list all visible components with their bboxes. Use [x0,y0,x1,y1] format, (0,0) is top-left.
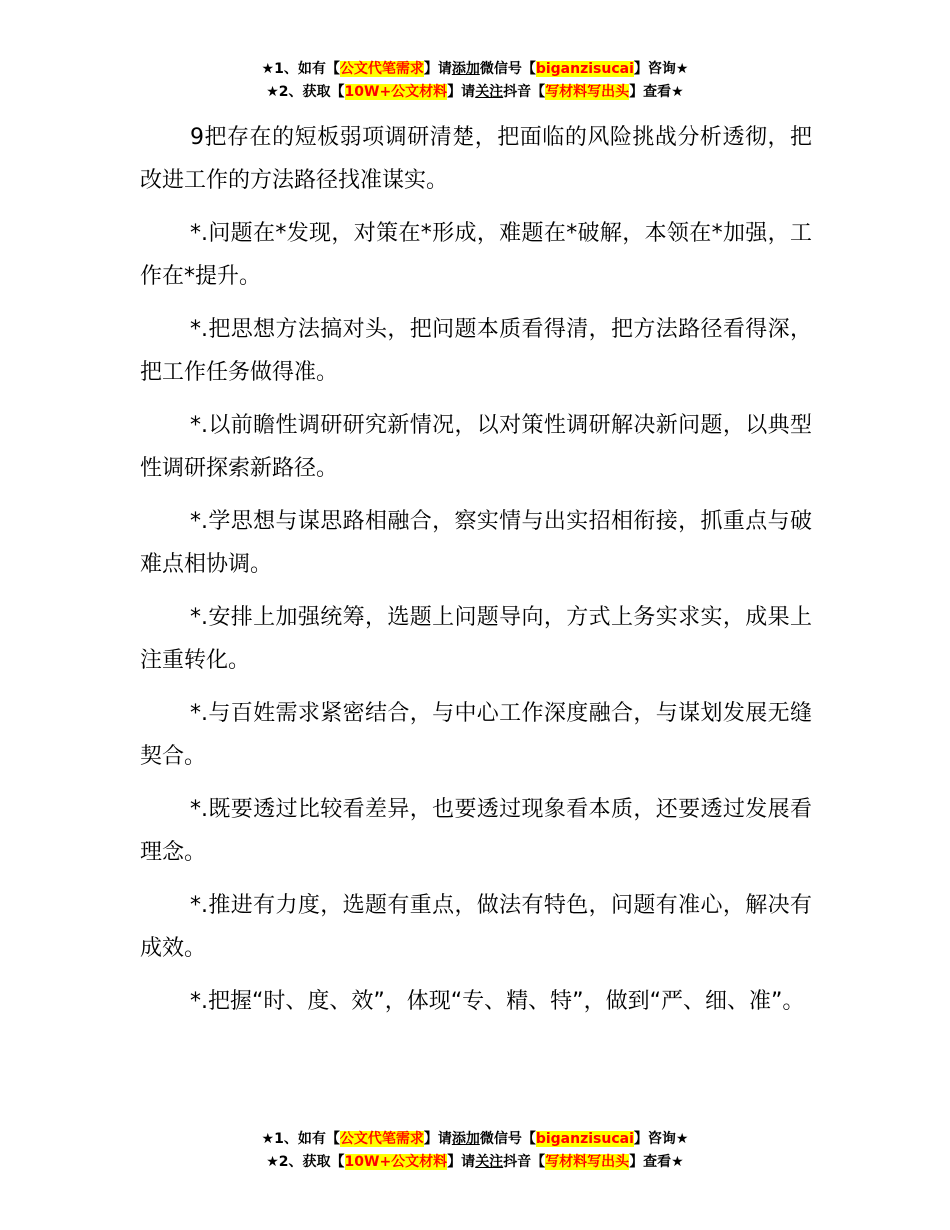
banner-text: 】请 [423,61,452,77]
banner-text: 】请 [447,1154,476,1170]
paragraph: *.以前瞻性调研研究新情况，以对策性调研解决新问题，以典型性调研探索新路径。 [140,413,812,481]
header-banner [0,58,950,104]
banner-text: ★2、获取【 [266,1154,345,1170]
banner-text: ★1、如有【 [261,61,340,77]
banner-highlight: 公文代笔需求 [339,1131,424,1147]
banner-text: 抖音【 [503,84,546,100]
paragraph: *.问题在*发现，对策在*形成，难题在*破解，本领在*加强，工作在*提升。 [140,221,812,289]
footer-banner [0,1128,950,1174]
banner-text: 】请 [423,1131,452,1147]
banner-highlight: 公文代笔需求 [339,61,424,77]
banner-highlight: 写材料写出头 [545,84,630,100]
banner-line-1 [0,58,950,81]
banner-text: 】查看★ [629,84,684,100]
banner-underlined-text: 添加 [451,61,480,77]
paragraph: 9把存在的短板弱项调研清楚，把面临的风险挑战分析透彻，把改进工作的方法路径找准谋实。 [140,125,812,193]
paragraph: *.把思想方法搞对头，把问题本质看得清，把方法路径看得深，把工作任务做得准。 [140,317,812,385]
banner-text: ★2、获取【 [266,84,345,100]
banner-line-1 [0,1128,950,1151]
paragraph: *.推进有力度，选题有重点，做法有特色，问题有准心，解决有成效。 [140,893,812,961]
banner-highlight: 写材料写出头 [545,1154,630,1170]
banner-text: 】请 [447,84,476,100]
banner-line-2 [0,81,950,104]
paragraph: *.把握“时、度、效”，体现“专、精、特”，做到“严、细、准”。 [190,989,805,1014]
paragraph: *.学思想与谋思路相融合，察实情与出实招相衔接，抓重点与破难点相协调。 [140,509,812,577]
banner-underlined-text: 关注 [475,1154,504,1170]
banner-underlined-text: 关注 [475,84,504,100]
banner-highlight: biganzisucai [535,1131,634,1147]
banner-text: 】咨询★ [633,61,689,77]
paragraph: *.与百姓需求紧密结合，与中心工作深度融合，与谋划发展无缝契合。 [140,701,812,769]
banner-text: 微信号【 [479,1131,536,1147]
banner-highlight: 10W+公文材料 [344,84,448,100]
banner-text: ★1、如有【 [261,1131,340,1147]
banner-line-2 [0,1151,950,1174]
paragraph: *.安排上加强统筹，选题上问题导向，方式上务实求实，成果上注重转化。 [140,605,812,673]
banner-text: 抖音【 [503,1154,546,1170]
banner-underlined-text: 添加 [451,1131,480,1147]
banner-highlight: 10W+公文材料 [344,1154,448,1170]
banner-text: 微信号【 [479,61,536,77]
banner-text: 】查看★ [629,1154,684,1170]
banner-text: 】咨询★ [633,1131,689,1147]
banner-highlight: biganzisucai [535,61,634,77]
paragraph: *.既要透过比较看差异，也要透过现象看本质，还要透过发展看理念。 [140,797,812,865]
document-body [140,116,812,1033]
